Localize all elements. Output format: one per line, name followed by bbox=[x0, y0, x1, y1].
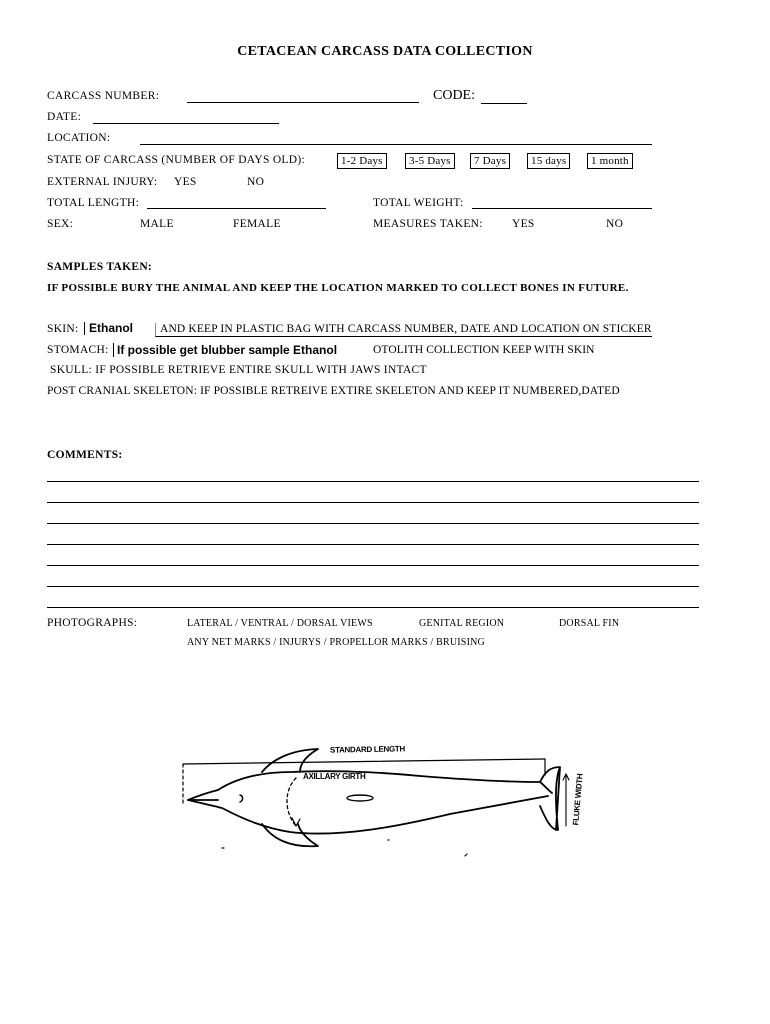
sex-female[interactable]: FEMALE bbox=[233, 218, 281, 230]
photo-views: LATERAL / VENTRAL / DORSAL VIEWS bbox=[187, 618, 373, 629]
standard-length-line bbox=[183, 759, 545, 764]
skull-instruction: SKULL: IF POSSIBLE RETRIEVE ENTIRE SKULL WITH JAWS INTACT bbox=[50, 364, 427, 376]
photo-marks: ANY NET MARKS / INJURYS / PROPELLOR MARKS / BRUISING bbox=[187, 637, 485, 648]
state-option-3-5-days[interactable]: 3-5 Days bbox=[405, 153, 455, 169]
fluke bbox=[540, 767, 560, 830]
location-label: LOCATION: bbox=[47, 132, 111, 144]
standard-length-label: STANDARD LENGTH bbox=[329, 744, 405, 755]
eye bbox=[240, 795, 243, 802]
location-field[interactable] bbox=[140, 144, 652, 145]
skin-value[interactable]: Ethanol bbox=[84, 322, 133, 335]
total-length-field[interactable] bbox=[147, 208, 326, 209]
photo-genital-region: GENITAL REGION bbox=[419, 618, 505, 629]
skin-label: SKIN: bbox=[47, 323, 79, 335]
state-of-carcass-label: STATE OF CARCASS (NUMBER OF DAYS OLD): bbox=[47, 154, 305, 166]
date-field[interactable] bbox=[93, 123, 279, 124]
samples-instruction: IF POSSIBLE BURY THE ANIMAL AND KEEP THE LOCATION MARKED TO COLLECT BONES IN FUTURE. bbox=[47, 282, 629, 294]
comment-line[interactable] bbox=[47, 565, 699, 566]
total-weight-field[interactable] bbox=[472, 208, 652, 209]
date-label: DATE: bbox=[47, 111, 82, 123]
external-injury-yes[interactable]: YES bbox=[174, 176, 197, 188]
measures-taken-label: MEASURES TAKEN: bbox=[373, 218, 483, 230]
sex-male[interactable]: MALE bbox=[140, 218, 174, 230]
stomach-label: STOMACH: bbox=[47, 344, 109, 356]
carcass-number-field[interactable] bbox=[187, 102, 419, 103]
photographs-label: PHOTOGRAPHS: bbox=[47, 617, 138, 629]
samples-heading: SAMPLES TAKEN: bbox=[47, 261, 153, 273]
comments-heading: COMMENTS: bbox=[47, 449, 123, 461]
state-option-7-days[interactable]: 7 Days bbox=[470, 153, 510, 169]
state-option-15-days[interactable]: 15 days bbox=[527, 153, 570, 169]
dorsal-fin bbox=[262, 749, 318, 772]
photo-dorsal-fin: DORSAL FIN bbox=[559, 618, 620, 629]
stomach-value[interactable]: If possible get blubber sample Ethanol bbox=[113, 343, 337, 357]
comment-line[interactable] bbox=[47, 481, 699, 482]
post-cranial-instruction: POST CRANIAL SKELETON: IF POSSIBLE RETREIVE EXTIRE SKELETON AND KEEP IT NUMBERED,DATED bbox=[47, 385, 620, 397]
code-label: CODE: bbox=[433, 88, 475, 103]
sex-label: SEX: bbox=[47, 218, 74, 230]
comment-line[interactable] bbox=[47, 607, 699, 608]
genital-slit bbox=[347, 795, 373, 801]
skin-instruction: AND KEEP IN PLASTIC BAG WITH CARCASS NUMBER, DATE AND LOCATION ON STICKER bbox=[155, 323, 652, 337]
dolphin-body bbox=[188, 771, 552, 833]
state-option-1-month[interactable]: 1 month bbox=[587, 153, 633, 169]
external-injury-no[interactable]: NO bbox=[247, 176, 265, 188]
page-title: CETACEAN CARCASS DATA COLLECTION bbox=[237, 44, 533, 59]
comment-line[interactable] bbox=[47, 502, 699, 503]
comment-line[interactable] bbox=[47, 544, 699, 545]
state-option-1-2-days[interactable]: 1-2 Days bbox=[337, 153, 387, 169]
carcass-number-label: CARCASS NUMBER: bbox=[47, 90, 160, 102]
code-field[interactable] bbox=[481, 103, 527, 104]
stomach-instruction: OTOLITH COLLECTION KEEP WITH SKIN bbox=[373, 344, 595, 356]
external-injury-label: EXTERNAL INJURY: bbox=[47, 176, 158, 188]
axillary-girth-label: AXILLARY GIRTH bbox=[303, 772, 366, 781]
axillary-girth-line bbox=[287, 778, 296, 826]
measures-taken-yes[interactable]: YES bbox=[512, 218, 535, 230]
fluke-width-label: FLUKE WIDTH bbox=[571, 773, 585, 826]
total-length-label: TOTAL LENGTH: bbox=[47, 197, 140, 209]
comment-line[interactable] bbox=[47, 586, 699, 587]
total-weight-label: TOTAL WEIGHT: bbox=[373, 197, 464, 209]
measures-taken-no[interactable]: NO bbox=[606, 218, 624, 230]
flipper bbox=[262, 824, 318, 846]
comment-line[interactable] bbox=[47, 523, 699, 524]
